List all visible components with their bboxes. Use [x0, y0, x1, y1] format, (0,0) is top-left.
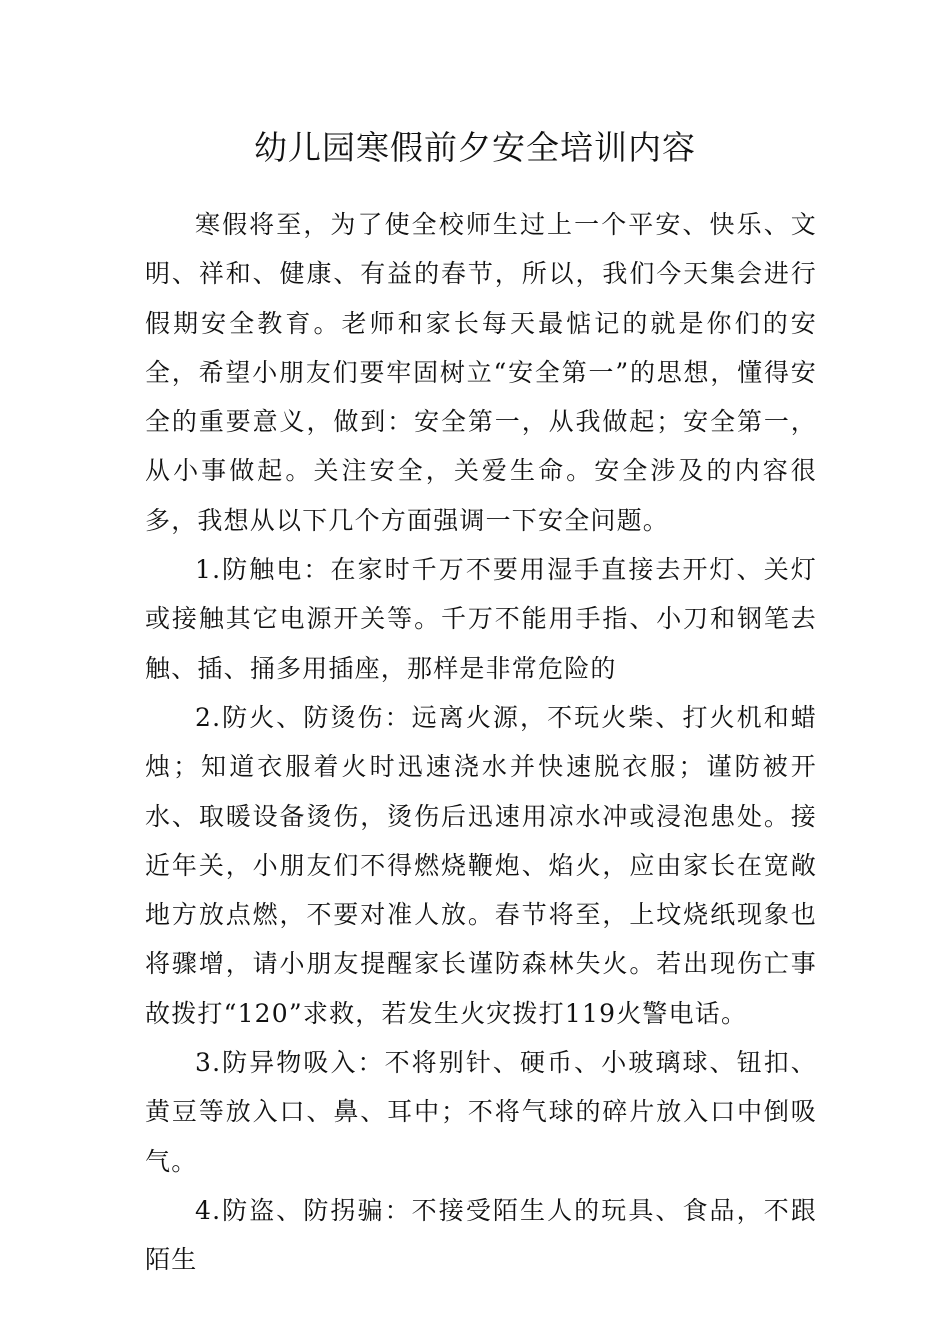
document-body: [145, 200, 817, 1285]
item-electric-shock: 1.防触电：在家时千万不要用湿手直接去开灯、关灯或接触其它电源开关等。千万不能用手指、小刀和钢笔去触、插、捅多用插座，那样是非常危险的: [145, 555, 817, 683]
document-title: 幼儿园寒假前夕安全培训内容: [254, 128, 696, 167]
intro-paragraph: 寒假将至，为了使全校师生过上一个平安、快乐、文明、祥和、健康、有益的春节，所以，我们今天集会进行假期安全教育。老师和家长每天最惦记的就是你们的安全，希望小朋友们要牢固树立“安全第一”的思想，懂得安全的重要意义，做到：安全第一，从我做起；安全第一，从小事做起。关注安全，关爱生命。安全涉及的内容很多，我想从以下几个方面强调一下安全问题。: [145, 210, 817, 535]
item-theft-abduction: 4.防盗、防拐骗：不接受陌生人的玩具、食品，不跟陌生: [145, 1195, 817, 1275]
item-fire-burns: 2.防火、防烫伤：远离火源，不玩火柴、打火机和蜡烛；知道衣服着火时迅速浇水并快速脱衣服；谨防被开水、取暖设备烫伤，烫伤后迅速用凉水冲或浸泡患处。接近年关，小朋友们不得燃烧鞭炮、焰火，应由家长在宽敞地方放点燃，不要对准人放。春节将至，上坟烧纸现象也将骤增，请小朋友提醒家长谨防森林失火。若出现伤亡事故拨打“120”求救，若发生火灾拨打119火警电话。: [145, 702, 817, 1028]
item-foreign-objects: 3.防异物吸入：不将别针、硬币、小玻璃球、钮扣、黄豆等放入口、鼻、耳中；不将气球的碎片放入口中倒吸气。: [145, 1048, 817, 1176]
